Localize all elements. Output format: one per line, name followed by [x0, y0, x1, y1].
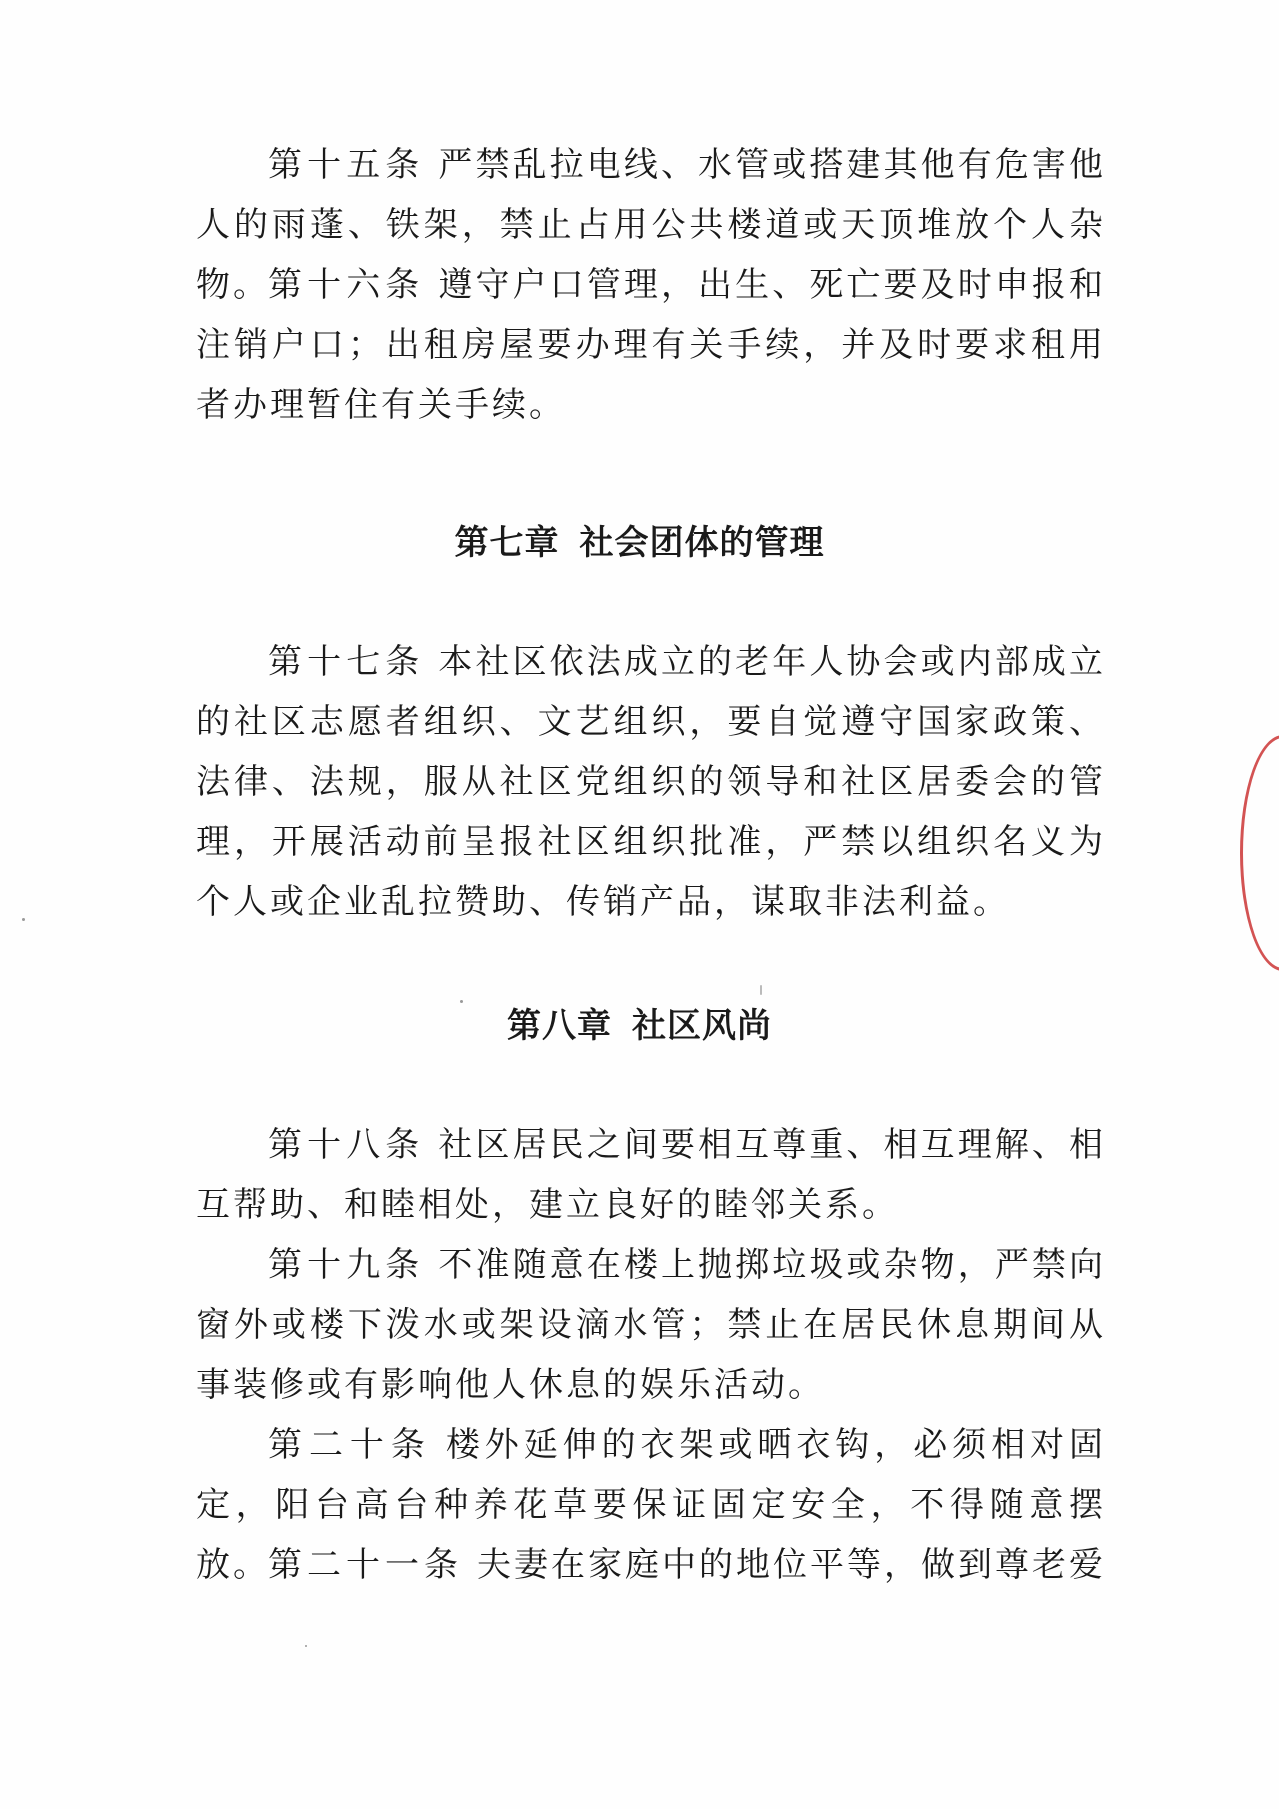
- article-number: 第十六条: [268, 265, 425, 305]
- article-number: 第十九条: [268, 1245, 425, 1285]
- article-text: 社区居民之间要相互尊重、相互理解、相互帮助、和睦相处，建立良好的睦邻关系。: [196, 1125, 1107, 1225]
- article-number: 第十五条: [268, 145, 425, 185]
- chapter-title: 社会团体的管理: [579, 523, 825, 563]
- article-text: 夫妻在家庭中的地位平等，做到尊老爱: [477, 1545, 1106, 1585]
- scan-speck: [22, 918, 25, 921]
- red-seal-stamp: [1240, 735, 1279, 971]
- scan-speck: [460, 1000, 463, 1003]
- article-21: [196, 1535, 1106, 1595]
- chapter-title: 社区风尚: [632, 1006, 772, 1046]
- chapter-8-heading: [0, 998, 1279, 1047]
- article-number: 第十七条: [268, 642, 425, 682]
- article-text: 不准随意在楼上抛掷垃圾或杂物，严禁向窗外或楼下泼水或架设滴水管；禁止在居民休息期间从事装修或有影响他人休息的娱乐活动。: [196, 1245, 1107, 1405]
- chapter-7-heading: [0, 515, 1279, 564]
- article-number: 第二十一条: [268, 1545, 463, 1585]
- scan-speck: [305, 1645, 307, 1647]
- chapter-number: 第七章: [454, 523, 560, 563]
- article-17: [196, 632, 1106, 932]
- article-19: [196, 1235, 1106, 1415]
- article-number: 第二十条: [268, 1425, 432, 1465]
- article-18: [196, 1115, 1106, 1235]
- article-text: 遵守户口管理，出生、死亡要及时申报和注销户口；出租房屋要办理有关手续，并及时要求租用者办理暂住有关手续。: [196, 265, 1107, 425]
- article-text: 楼外延伸的衣架或晒衣钩，必须相对固定，阳台高台种养花草要保证固定安全，不得随意摆放。: [196, 1425, 1107, 1585]
- article-text: 本社区依法成立的老年人协会或内部成立的社区志愿者组织、文艺组织，要自觉遵守国家政策、法律、法规，服从社区党组织的领导和社区居委会的管理，开展活动前呈报社区组织批准，严禁以组织名义为个人或企业乱拉赞助、传销产品，谋取非法利益。: [196, 642, 1107, 922]
- article-16: [196, 255, 1106, 435]
- article-text: 严禁乱拉电线、水管或搭建其他有危害他人的雨蓬、铁架，禁止占用公共楼道或天顶堆放个人杂物。: [196, 145, 1107, 305]
- chapter-number: 第八章: [507, 1006, 612, 1046]
- article-number: 第十八条: [268, 1125, 425, 1165]
- scan-speck: [760, 985, 762, 995]
